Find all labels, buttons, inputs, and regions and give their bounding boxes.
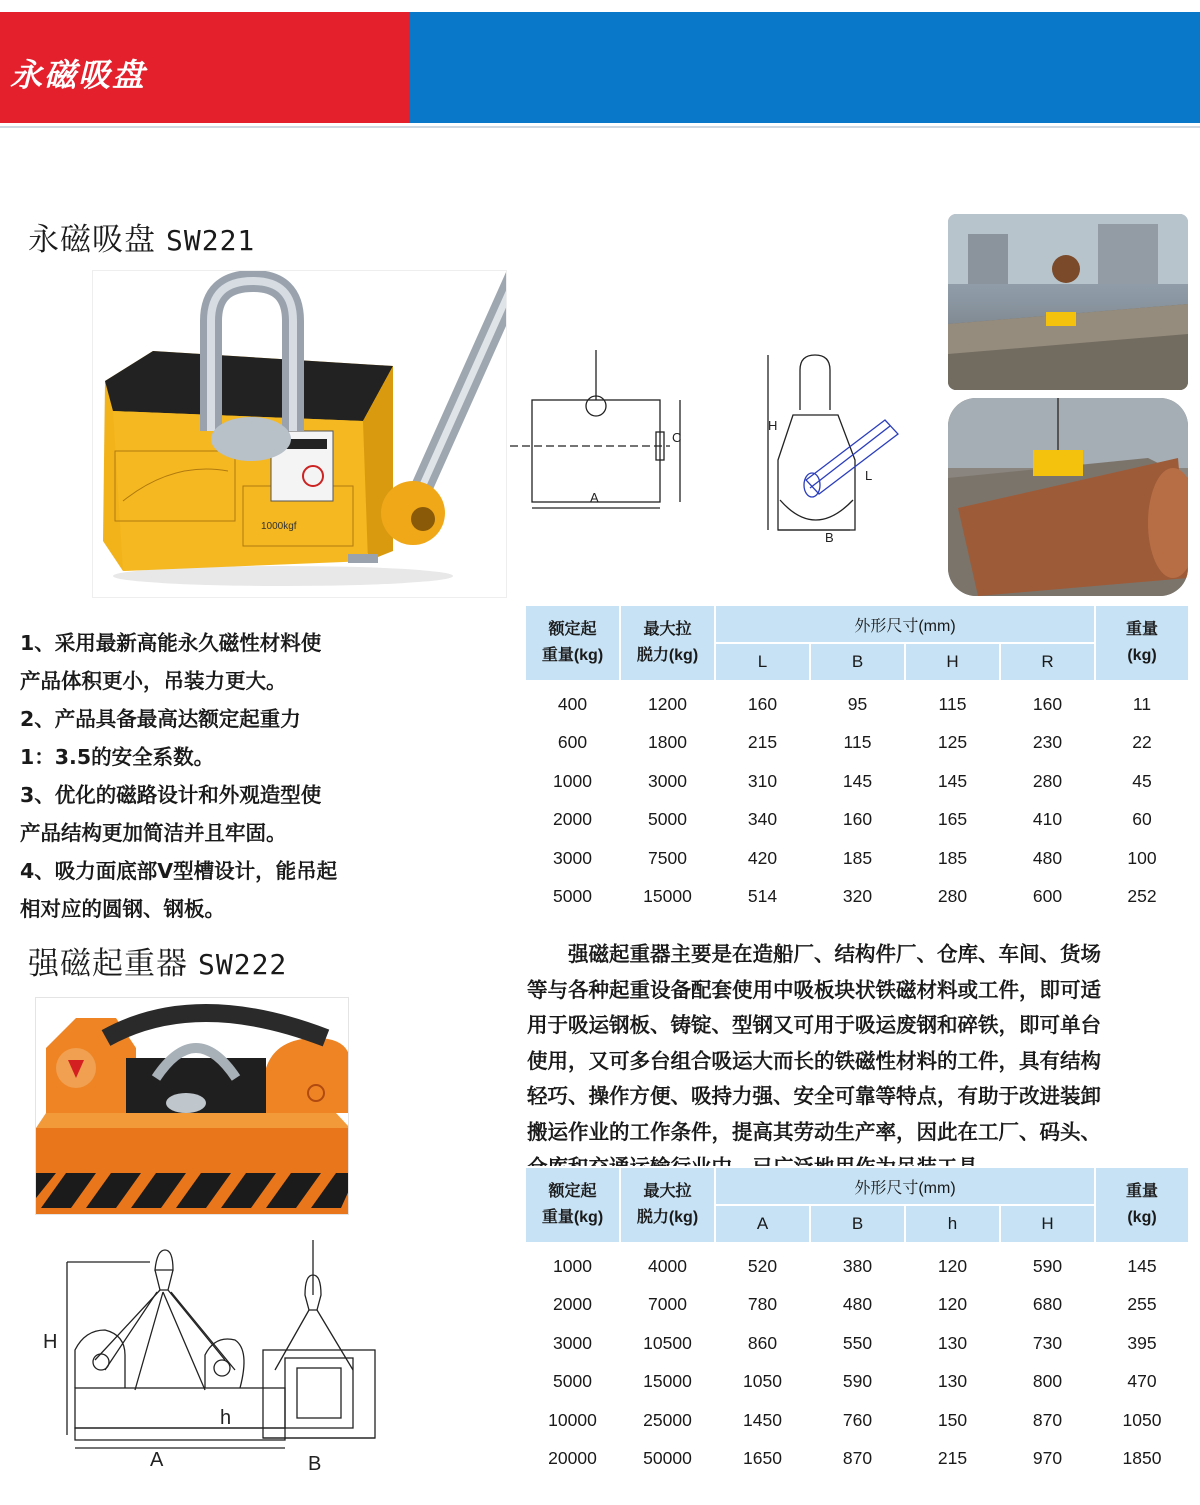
table-row (525, 1401, 1189, 1440)
table-cell: 215 (747, 732, 778, 753)
table-cell: 60 (1132, 809, 1152, 830)
table-cell: 160 (1032, 693, 1063, 714)
sw221-model: SW221 (166, 224, 256, 257)
sw222-description-line: 等与各种起重设备配套使用中吸板块状铁磁材料或工件，即可适 (527, 977, 1101, 1002)
sw222-title-text: 强磁起重器 (28, 946, 188, 982)
table-cell: 1850 (1122, 1448, 1162, 1469)
table-cell: 145 (842, 770, 873, 791)
sw221-header-rated-load: 额定起 重量(kg) (525, 605, 620, 681)
sw222-model: SW222 (198, 948, 288, 981)
table-cell: 15000 (643, 1371, 692, 1392)
table-cell: 590 (842, 1371, 873, 1392)
table-cell: 125 (937, 732, 968, 753)
table-cell: 395 (1127, 1332, 1157, 1353)
table-cell: 115 (843, 732, 872, 753)
sw222-dim-b: B (308, 1453, 322, 1475)
table-cell: 1000 (553, 1255, 592, 1276)
sw222-dim-h: H (43, 1331, 58, 1353)
table-cell: 3000 (648, 770, 687, 791)
table-cell: 280 (1032, 770, 1063, 791)
table-cell: 130 (937, 1371, 968, 1392)
sw221-application-photo-2 (948, 398, 1188, 596)
table-cell: 115 (938, 693, 967, 714)
table-cell: 145 (1127, 1255, 1157, 1276)
table-cell: 1050 (1122, 1409, 1162, 1430)
sw222-table-body (525, 1243, 1189, 1478)
table-cell: 340 (747, 809, 778, 830)
table-cell: 160 (842, 809, 873, 830)
table-cell: 2000 (553, 1294, 592, 1315)
header-blue-band (410, 12, 1200, 123)
table-cell: 5000 (648, 809, 687, 830)
table-cell: 252 (1127, 886, 1157, 907)
table-cell: 10000 (548, 1409, 597, 1430)
table-cell: 410 (1032, 809, 1063, 830)
table-cell: 150 (937, 1409, 968, 1430)
sw221-feature-line: 2、产品具备最高达额定起重力 (20, 707, 301, 731)
sw221-application-photo-1 (948, 214, 1188, 390)
table-cell: 130 (937, 1332, 968, 1353)
table-cell: 480 (842, 1294, 873, 1315)
table-cell: 590 (1032, 1255, 1063, 1276)
sw221-header-dim: B (810, 643, 905, 681)
sw221-feature-line: 1、采用最新高能永久磁性材料使 (20, 631, 322, 655)
table-cell: 3000 (553, 847, 592, 868)
sw222-description (527, 937, 1187, 1186)
table-cell: 550 (842, 1332, 873, 1353)
table-cell: 230 (1032, 732, 1063, 753)
sw222-header-rated-load: 额定起 重量(kg) (525, 1167, 620, 1243)
sw222-dim-a: A (150, 1449, 164, 1471)
sw221-dim-b: B (825, 530, 834, 545)
sw222-description-line: 搬运作业的工作条件，提高其劳动生产率，因此在工厂、码头、 (527, 1119, 1101, 1144)
table-row (525, 1324, 1189, 1363)
table-cell: 20000 (548, 1448, 597, 1469)
table-cell: 11 (1132, 693, 1152, 714)
table-cell: 95 (847, 693, 868, 714)
sw221-feature-line: 4、吸力面底部V型槽设计，能吊起 (20, 859, 338, 883)
sw222-header-dim: h (905, 1205, 1000, 1243)
sw221-header-dim: L (715, 643, 810, 681)
table-cell: 255 (1127, 1294, 1157, 1315)
table-cell: 400 (557, 693, 588, 714)
table-cell: 10500 (643, 1332, 692, 1353)
table-cell: 45 (1132, 770, 1152, 791)
table-cell: 1200 (648, 693, 687, 714)
sw222-header-max-pull: 最大拉 脱力(kg) (620, 1167, 715, 1243)
table-row (525, 762, 1189, 801)
table-cell: 185 (937, 847, 968, 868)
table-row (525, 801, 1189, 840)
table-cell: 4000 (648, 1255, 687, 1276)
table-cell: 15000 (643, 886, 692, 907)
sw222-description-line: 用于吸运钢板、铸锭、型钢又可用于吸运废钢和碎铁，即可单台 (527, 1013, 1101, 1037)
table-cell: 22 (1132, 732, 1152, 753)
table-cell: 165 (937, 809, 968, 830)
table-cell: 860 (747, 1332, 778, 1353)
table-cell: 380 (842, 1255, 873, 1276)
sw221-product-photo (92, 270, 507, 598)
table-cell: 100 (1127, 847, 1157, 868)
table-cell: 7000 (648, 1294, 687, 1315)
table-cell: 5000 (553, 1371, 592, 1392)
table-cell: 1650 (743, 1448, 782, 1469)
table-cell: 310 (747, 770, 778, 791)
header-divider (0, 126, 1200, 128)
table-cell: 600 (1032, 886, 1063, 907)
table-cell: 120 (937, 1294, 968, 1315)
table-cell: 3000 (553, 1332, 592, 1353)
sw221-header-dim: R (1000, 643, 1095, 681)
sw221-photo-label: 1000kgf (261, 521, 297, 532)
table-cell: 514 (747, 886, 778, 907)
table-row (525, 1440, 1189, 1479)
table-row (525, 685, 1189, 724)
sw221-title-text: 永磁吸盘 (28, 222, 156, 258)
table-cell: 420 (747, 847, 778, 868)
sw221-features (20, 624, 420, 928)
sw222-header-dim: B (810, 1205, 905, 1243)
table-cell: 1800 (648, 732, 687, 753)
sw222-description-line: 轻巧、操作方便、吸持力强、安全可靠等特点，有助于改进装卸 (527, 1084, 1101, 1108)
sw222-description-line: 强磁起重器主要是在造船厂、结构件厂、仓库、车间、货场 (527, 942, 1101, 966)
sw222-header-dim: A (715, 1205, 810, 1243)
sw221-header-dimensions: 外形尺寸(mm) (715, 605, 1095, 643)
table-cell: 160 (747, 693, 778, 714)
table-cell: 480 (1032, 847, 1063, 868)
table-row (525, 1286, 1189, 1325)
sw222-title (28, 938, 287, 983)
table-cell: 120 (937, 1255, 968, 1276)
sw221-feature-line: 相对应的圆钢、钢板。 (20, 897, 225, 921)
table-row (525, 724, 1189, 763)
table-cell: 470 (1127, 1371, 1157, 1392)
sw222-header-dim: H (1000, 1205, 1095, 1243)
sw221-feature-line: 3、优化的磁路设计和外观造型使 (20, 783, 322, 807)
sw221-dim-a: A (590, 490, 599, 505)
table-row (525, 878, 1189, 917)
table-cell: 5000 (553, 886, 592, 907)
table-cell: 185 (842, 847, 873, 868)
table-cell: 145 (937, 770, 968, 791)
sw221-feature-line: 产品体积更小，吊装力更大。 (20, 669, 287, 693)
sw221-dimension-diagram (510, 330, 950, 570)
table-cell: 215 (937, 1448, 968, 1469)
sw221-title (28, 214, 255, 259)
sw221-feature-line: 1：3.5的安全系数。 (20, 745, 215, 769)
table-cell: 1450 (743, 1409, 782, 1430)
table-cell: 7500 (648, 847, 687, 868)
table-cell: 760 (842, 1409, 873, 1430)
table-cell: 50000 (643, 1448, 692, 1469)
table-cell: 780 (747, 1294, 778, 1315)
sw221-header-weight: 重量 (kg) (1095, 605, 1189, 681)
sw222-dimension-diagram (35, 1240, 380, 1475)
table-cell: 870 (842, 1448, 873, 1469)
sw222-header-weight: 重量 (kg) (1095, 1167, 1189, 1243)
table-cell: 320 (842, 886, 873, 907)
table-cell: 870 (1032, 1409, 1063, 1430)
sw222-header-dimensions: 外形尺寸(mm) (715, 1167, 1095, 1205)
table-cell: 280 (937, 886, 968, 907)
table-cell: 2000 (553, 809, 592, 830)
sw221-table-body (525, 681, 1189, 916)
sw222-dim-h-small: h (220, 1407, 232, 1429)
table-cell: 1050 (743, 1371, 782, 1392)
table-row (525, 839, 1189, 878)
sw221-header-max-pull: 最大拉 脱力(kg) (620, 605, 715, 681)
table-cell: 600 (557, 732, 588, 753)
sw221-dim-l: L (865, 468, 873, 483)
sw221-dim-c: C (672, 430, 682, 445)
sw222-product-photo (35, 997, 349, 1215)
sw221-dim-h: H (768, 418, 778, 433)
sw221-header-dim: H (905, 643, 1000, 681)
table-cell: 730 (1032, 1332, 1063, 1353)
sw221-spec-table (524, 604, 1190, 916)
table-cell: 1000 (553, 770, 592, 791)
sw222-description-line: 使用，又可多台组合吸运大而长的铁磁性材料的工件，具有结构 (527, 1048, 1101, 1073)
table-cell: 800 (1032, 1371, 1063, 1392)
table-cell: 25000 (643, 1409, 692, 1430)
table-row (525, 1363, 1189, 1402)
header-title: 永磁吸盘 (10, 56, 147, 94)
sw222-spec-table (524, 1166, 1190, 1478)
sw221-feature-line: 产品结构更加简洁并且牢固。 (20, 821, 287, 845)
table-cell: 970 (1032, 1448, 1063, 1469)
table-row (525, 1247, 1189, 1286)
table-cell: 520 (747, 1255, 778, 1276)
table-cell: 680 (1032, 1294, 1063, 1315)
